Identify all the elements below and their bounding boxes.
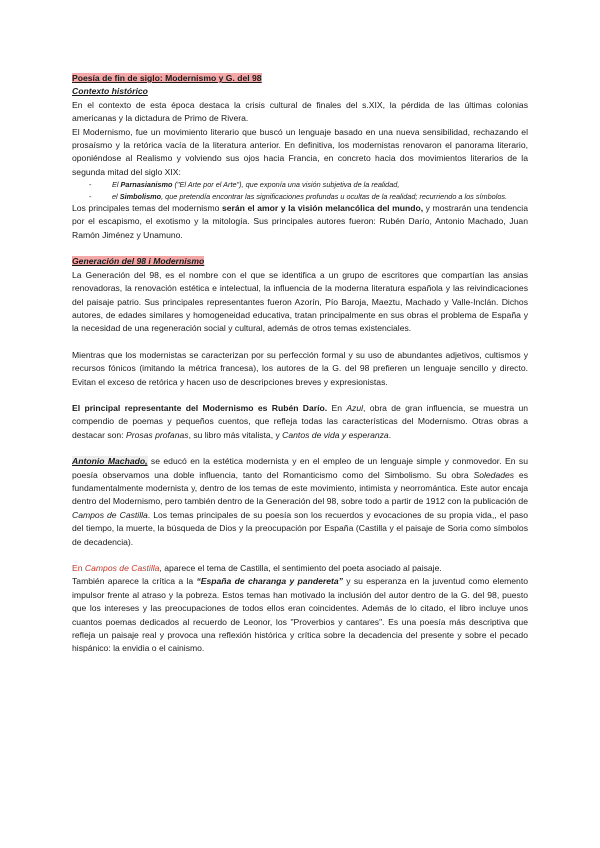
paragraph-context: En el contexto de esta época destaca la crisis cultural de finales del s.XIX, la pérdida de las últimas colonias americanas y la dictadura de Primo de Rivera. xyxy=(72,99,528,124)
paragraph-critica: También aparece la crítica a la “España de charanga y pandereta” y su esperanza en la juventud como elemento impulsor frente al atraso y la pobreza. Estos temas han motivado la inclusión del autor dentro de la G. del 98, puesto que los intereses y las preocupaciones de todos ellos eran coincidentes. Además de lo citado, el libro incluye unos cuantos poemas dedicados al recuerdo de Leonor, los "Proverbios y cantares". Es una poesía más descriptiva que refleja un paisaje real y provoca una reflexión histórica y crítica sobre la decadencia del presente y sobre el pecado hispánico: la envidia o el cainismo. xyxy=(72,576,528,654)
paragraph-modernismo: El Modernismo, fue un movimiento literario que buscó un lenguaje basado en una nueva sensibilidad, rechazando el prosaísmo y la retórica vacía de la literatura anterior. En definitiva, los modernistas renovaron el panorama literario, oponiéndose al Realismo y volviendo sus ojos hacia Francia, en concreto hacia dos movimientos literarios de la segunda mitad del siglo XIX: xyxy=(72,126,528,177)
page-title xyxy=(72,72,528,85)
quote: “España de charanga y pandereta” xyxy=(196,576,343,587)
paragraph-generacion: La Generación del 98, es el nombre con el que se identifica a un grupo de escritores que compartían las ansias renovadoras, la renovación estética e intelectual, la influencia de la moderna literatura española y las reivindicaciones del paisaje patrio. Sus principales representantes fueron Azorín, Pío Baroja, Maeztu, Machado y Valle-Inclán. Dichos autores, de edades similares y homogeneidad educativa, tratan principalmente en sus obras el problema de España y la necesidad de una regeneración social y cultural, además de otros temas existenciales. xyxy=(72,269,528,334)
title-highlight: Poesía de fin de siglo: Modernismo y G. del 98 xyxy=(72,73,262,83)
paragraph-temas: Los principales temas del modernismo serán el amor y la visión melancólica del mundo, y mostrarán una tendencia por el escapismo, el exotismo y la mitología. Sus principales autores fueron: Rubén Darío, Antonio Machado, Juan Ramón Jiménez y Unamuno. xyxy=(72,203,528,240)
dash-bullet: - xyxy=(89,191,92,201)
section-title: Generación del 98 i Modernismo xyxy=(72,256,205,267)
paragraph-comparison: Mientras que los modernistas se caracterizan por su perfección formal y su uso de abundantes adjetivos, cultismos y recursos fónicos (imitando la métrica francesa), los autores de la G. del 98 prefieren un lenguaje sencillo y directo. Evitan el exceso de retórica y hacen uso de descripciones breves y expresionistas. xyxy=(72,349,528,387)
dash-bullet: - xyxy=(89,180,92,190)
movements-list xyxy=(72,179,528,202)
paragraph-campos: En Campos de Castilla, aparece el tema de Castilla, el sentimiento del poeta asociado al paisaje. xyxy=(72,563,442,573)
list-item: - el Simbolismo, que pretendía encontrar las significaciones profundas u ocultas de la realidad; recurriendo a los símbolos. xyxy=(89,191,508,201)
book-title: Campos de Castilla xyxy=(84,563,160,573)
subheading: Contexto histórico xyxy=(72,86,148,97)
paragraph-machado: Antonio Machado, se educó en la estética modernista y en el empleo de un lenguaje simple y conmovedor. En su poesía observamos una doble influencia, tanto del Romanticismo como del Simbolismo. Su obra Soledades es fundamentalmente modernista y, dentro de los temas de este movimiento, intimista y neorromántica. Este autor encaja dentro del Modernismo, pero también dentro de la Generación del 98, sobre todo a partir de 1912 con la publicación de Campos de Castilla. Los temas principales de su poesía son los recuerdos y evocaciones de su propia vida,, el paso del tiempo, la muerte, la búsqueda de Dios y la preocupación por España (Castilla y el paisaje de Soria como símbolos de decadencia). xyxy=(72,456,528,547)
author-name: Antonio Machado, xyxy=(72,456,148,467)
list-item: - El Parnasianismo ("El Arte por el Arte"), que exponía una visión subjetiva de la realidad, xyxy=(89,180,400,190)
paragraph-ruben-dario: El principal representante del Modernismo es Rubén Darío. En Azul, obra de gran influencia, se muestra un compendio de poemas y pequeños cuentos, que refleja todas las características del Modernismo. Otras obras a destacar son: Prosas profanas, su libro más vitalista, y Cantos de vida y esperanza. xyxy=(72,402,529,440)
